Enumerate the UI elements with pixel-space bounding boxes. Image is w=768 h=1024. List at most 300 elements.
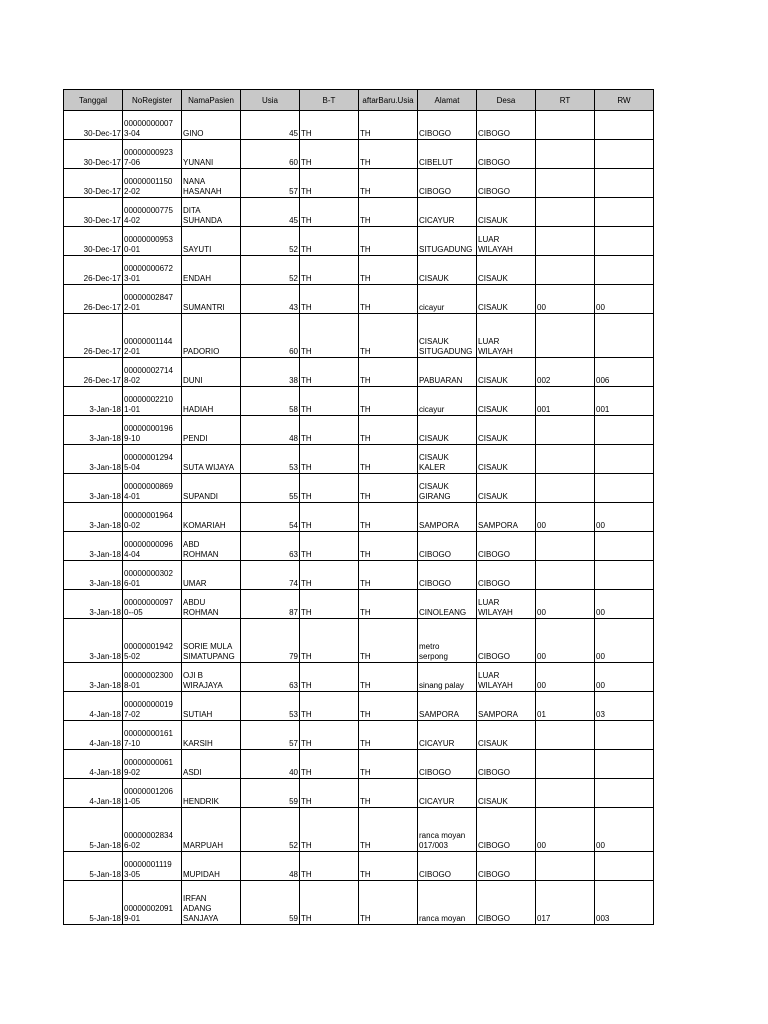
cell-rw[interactable] <box>595 532 654 561</box>
cell-bt[interactable]: TH <box>300 445 359 474</box>
cell-usia[interactable]: 60 <box>241 314 300 358</box>
cell-rw[interactable]: 003 <box>595 881 654 925</box>
cell-tanggal[interactable]: 30-Dec-17 <box>64 198 123 227</box>
cell-desa[interactable]: SAMPORA <box>477 692 536 721</box>
cell-alamat[interactable]: CICAYUR <box>418 779 477 808</box>
cell-bt[interactable]: TH <box>300 881 359 925</box>
cell-usia[interactable]: 45 <box>241 198 300 227</box>
table-row <box>64 285 654 314</box>
cell-usia[interactable]: 40 <box>241 750 300 779</box>
cell-rw[interactable] <box>595 445 654 474</box>
cell-bt[interactable]: TH <box>300 227 359 256</box>
cell-alamat[interactable]: CIBELUT <box>418 140 477 169</box>
cell-bt[interactable]: TH <box>300 692 359 721</box>
cell-desa[interactable]: CIBOGO <box>477 169 536 198</box>
col-header-usia[interactable]: Usia <box>241 90 300 111</box>
cell-daftarbaru-usia[interactable]: TH <box>359 169 418 198</box>
cell-namapasien[interactable]: YUNANI <box>182 140 241 169</box>
cell-rw[interactable] <box>595 852 654 881</box>
cell-rw[interactable] <box>595 416 654 445</box>
cell-namapasien[interactable]: SUTA WIJAYA <box>182 445 241 474</box>
cell-noregister[interactable]: 00000000061 9-02 <box>123 750 182 779</box>
cell-usia[interactable]: 63 <box>241 532 300 561</box>
cell-alamat[interactable]: SAMPORA <box>418 503 477 532</box>
cell-usia[interactable]: 52 <box>241 256 300 285</box>
cell-rw[interactable]: 00 <box>595 503 654 532</box>
table-row <box>64 416 654 445</box>
table-row <box>64 721 654 750</box>
table-row <box>64 445 654 474</box>
cell-tanggal[interactable]: 3-Jan-18 <box>64 561 123 590</box>
cell-rt[interactable] <box>536 561 595 590</box>
cell-tanggal[interactable]: 3-Jan-18 <box>64 532 123 561</box>
cell-usia[interactable]: 57 <box>241 721 300 750</box>
cell-noregister[interactable]: 00000001119 3-05 <box>123 852 182 881</box>
cell-desa[interactable]: CISAUK <box>477 445 536 474</box>
cell-namapasien[interactable]: SORIE MULA SIMATUPANG <box>182 619 241 663</box>
cell-daftarbaru-usia[interactable]: TH <box>359 256 418 285</box>
cell-namapasien[interactable]: OJI B WIRAJAYA <box>182 663 241 692</box>
cell-daftarbaru-usia[interactable]: TH <box>359 285 418 314</box>
cell-alamat[interactable]: CINOLEANG <box>418 590 477 619</box>
cell-namapasien[interactable]: SUPANDI <box>182 474 241 503</box>
cell-noregister[interactable]: 00000000196 9-10 <box>123 416 182 445</box>
cell-rw[interactable]: 006 <box>595 358 654 387</box>
cell-rt[interactable] <box>536 750 595 779</box>
table-row <box>64 227 654 256</box>
cell-daftarbaru-usia[interactable]: TH <box>359 227 418 256</box>
col-header-daftarbaru-usia[interactable]: aftarBaru.Usia <box>359 90 418 111</box>
cell-tanggal[interactable]: 30-Dec-17 <box>64 140 123 169</box>
cell-tanggal[interactable]: 30-Dec-17 <box>64 169 123 198</box>
col-header-tanggal[interactable]: Tanggal <box>64 90 123 111</box>
cell-alamat[interactable]: CIBOGO <box>418 532 477 561</box>
cell-desa[interactable]: CISAUK <box>477 416 536 445</box>
table-row <box>64 140 654 169</box>
cell-alamat[interactable]: CISAUK KALER <box>418 445 477 474</box>
cell-bt[interactable]: TH <box>300 503 359 532</box>
cell-bt[interactable]: TH <box>300 779 359 808</box>
patient-register-table <box>63 89 654 925</box>
cell-tanggal[interactable]: 3-Jan-18 <box>64 387 123 416</box>
cell-desa[interactable]: CIBOGO <box>477 619 536 663</box>
cell-rt[interactable]: 00 <box>536 590 595 619</box>
cell-desa[interactable]: CISAUK <box>477 474 536 503</box>
cell-namapasien[interactable]: NANA HASANAH <box>182 169 241 198</box>
table-row <box>64 779 654 808</box>
cell-tanggal[interactable]: 26-Dec-17 <box>64 314 123 358</box>
cell-bt[interactable]: TH <box>300 750 359 779</box>
cell-daftarbaru-usia[interactable]: TH <box>359 314 418 358</box>
cell-daftarbaru-usia[interactable]: TH <box>359 198 418 227</box>
table-row <box>64 619 654 663</box>
cell-rw[interactable] <box>595 111 654 140</box>
cell-alamat[interactable]: CISAUK <box>418 416 477 445</box>
table-row <box>64 750 654 779</box>
cell-daftarbaru-usia[interactable]: TH <box>359 416 418 445</box>
cell-bt[interactable]: TH <box>300 111 359 140</box>
spreadsheet <box>63 89 654 925</box>
cell-alamat[interactable]: ranca moyan <box>418 881 477 925</box>
cell-tanggal[interactable]: 3-Jan-18 <box>64 663 123 692</box>
cell-tanggal[interactable]: 3-Jan-18 <box>64 619 123 663</box>
cell-usia[interactable]: 53 <box>241 445 300 474</box>
cell-rw[interactable]: 03 <box>595 692 654 721</box>
cell-bt[interactable]: TH <box>300 169 359 198</box>
cell-rt[interactable]: 002 <box>536 358 595 387</box>
cell-noregister[interactable]: 00000002834 6-02 <box>123 808 182 852</box>
cell-rt[interactable] <box>536 256 595 285</box>
col-header-namapasien[interactable]: NamaPasien <box>182 90 241 111</box>
cell-tanggal[interactable]: 4-Jan-18 <box>64 692 123 721</box>
cell-desa[interactable]: CIBOGO <box>477 561 536 590</box>
cell-usia[interactable]: 60 <box>241 140 300 169</box>
table-row <box>64 503 654 532</box>
cell-alamat[interactable]: CICAYUR <box>418 721 477 750</box>
cell-bt[interactable]: TH <box>300 416 359 445</box>
cell-desa[interactable]: CIBOGO <box>477 808 536 852</box>
cell-tanggal[interactable]: 26-Dec-17 <box>64 285 123 314</box>
cell-namapasien[interactable]: PENDI <box>182 416 241 445</box>
cell-usia[interactable]: 43 <box>241 285 300 314</box>
cell-noregister[interactable]: 00000000096 4-04 <box>123 532 182 561</box>
cell-desa[interactable]: SAMPORA <box>477 503 536 532</box>
cell-rw[interactable]: 001 <box>595 387 654 416</box>
cell-bt[interactable]: TH <box>300 140 359 169</box>
table-row <box>64 590 654 619</box>
cell-daftarbaru-usia[interactable]: TH <box>359 590 418 619</box>
cell-bt[interactable]: TH <box>300 256 359 285</box>
cell-tanggal[interactable]: 4-Jan-18 <box>64 750 123 779</box>
cell-daftarbaru-usia[interactable]: TH <box>359 445 418 474</box>
cell-daftarbaru-usia[interactable]: TH <box>359 619 418 663</box>
cell-noregister[interactable]: 00000001206 1-05 <box>123 779 182 808</box>
cell-desa[interactable]: CIBOGO <box>477 140 536 169</box>
cell-namapasien[interactable]: ABD ROHMAN <box>182 532 241 561</box>
cell-rw[interactable]: 00 <box>595 285 654 314</box>
cell-desa[interactable]: CISAUK <box>477 358 536 387</box>
cell-daftarbaru-usia[interactable]: TH <box>359 881 418 925</box>
cell-rt[interactable]: 001 <box>536 387 595 416</box>
cell-tanggal[interactable]: 26-Dec-17 <box>64 358 123 387</box>
cell-usia[interactable]: 59 <box>241 779 300 808</box>
cell-namapasien[interactable]: ENDAH <box>182 256 241 285</box>
cell-desa[interactable]: CIBOGO <box>477 881 536 925</box>
cell-usia[interactable]: 59 <box>241 881 300 925</box>
cell-namapasien[interactable]: MUPIDAH <box>182 852 241 881</box>
cell-bt[interactable]: TH <box>300 590 359 619</box>
cell-daftarbaru-usia[interactable]: TH <box>359 503 418 532</box>
cell-usia[interactable]: 52 <box>241 227 300 256</box>
table-row <box>64 532 654 561</box>
cell-tanggal[interactable]: 26-Dec-17 <box>64 256 123 285</box>
cell-noregister[interactable]: 00000002091 9-01 <box>123 881 182 925</box>
cell-rt[interactable] <box>536 111 595 140</box>
cell-bt[interactable]: TH <box>300 198 359 227</box>
cell-namapasien[interactable]: SAYUTI <box>182 227 241 256</box>
cell-namapasien[interactable]: DITA SUHANDA <box>182 198 241 227</box>
cell-bt[interactable]: TH <box>300 387 359 416</box>
cell-rt[interactable] <box>536 169 595 198</box>
cell-noregister[interactable]: 00000000672 3-01 <box>123 256 182 285</box>
cell-bt[interactable]: TH <box>300 808 359 852</box>
cell-desa[interactable]: LUAR WILAYAH <box>477 590 536 619</box>
cell-noregister[interactable]: 00000002300 8-01 <box>123 663 182 692</box>
cell-alamat[interactable]: CICAYUR <box>418 198 477 227</box>
cell-rt[interactable]: 017 <box>536 881 595 925</box>
cell-rt[interactable] <box>536 140 595 169</box>
cell-noregister[interactable]: 00000000161 7-10 <box>123 721 182 750</box>
cell-tanggal[interactable]: 3-Jan-18 <box>64 416 123 445</box>
cell-rw[interactable] <box>595 314 654 358</box>
table-row <box>64 256 654 285</box>
cell-alamat[interactable]: CIBOGO <box>418 561 477 590</box>
table-body <box>64 111 654 925</box>
cell-rw[interactable] <box>595 474 654 503</box>
table-row <box>64 881 654 925</box>
cell-tanggal[interactable]: 5-Jan-18 <box>64 852 123 881</box>
cell-namapasien[interactable]: DUNI <box>182 358 241 387</box>
cell-noregister[interactable]: 00000000869 4-01 <box>123 474 182 503</box>
cell-tanggal[interactable]: 30-Dec-17 <box>64 111 123 140</box>
cell-desa[interactable]: CISAUK <box>477 387 536 416</box>
cell-rw[interactable] <box>595 140 654 169</box>
cell-noregister[interactable]: 00000001964 0-02 <box>123 503 182 532</box>
cell-alamat[interactable]: CIBOGO <box>418 111 477 140</box>
col-header-alamat[interactable]: Alamat <box>418 90 477 111</box>
col-header-noregister[interactable]: NoRegister <box>123 90 182 111</box>
header-row <box>64 90 654 111</box>
cell-daftarbaru-usia[interactable]: TH <box>359 358 418 387</box>
cell-noregister[interactable]: 00000001150 2-02 <box>123 169 182 198</box>
cell-rt[interactable] <box>536 227 595 256</box>
cell-bt[interactable]: TH <box>300 532 359 561</box>
cell-tanggal[interactable]: 3-Jan-18 <box>64 503 123 532</box>
cell-bt[interactable]: TH <box>300 314 359 358</box>
cell-noregister[interactable]: 00000001942 5-02 <box>123 619 182 663</box>
cell-namapasien[interactable]: HENDRIK <box>182 779 241 808</box>
cell-rt[interactable] <box>536 532 595 561</box>
cell-rt[interactable]: 00 <box>536 285 595 314</box>
cell-rt[interactable]: 00 <box>536 503 595 532</box>
cell-usia[interactable]: 52 <box>241 808 300 852</box>
cell-bt[interactable]: TH <box>300 285 359 314</box>
cell-rt[interactable]: 01 <box>536 692 595 721</box>
cell-alamat[interactable]: PABUARAN <box>418 358 477 387</box>
cell-usia[interactable]: 63 <box>241 663 300 692</box>
cell-daftarbaru-usia[interactable]: TH <box>359 692 418 721</box>
col-header-desa[interactable]: Desa <box>477 90 536 111</box>
cell-alamat[interactable]: cicayur <box>418 387 477 416</box>
cell-desa[interactable]: CIBOGO <box>477 111 536 140</box>
cell-desa[interactable]: CISAUK <box>477 198 536 227</box>
cell-desa[interactable]: CIBOGO <box>477 750 536 779</box>
cell-bt[interactable]: TH <box>300 852 359 881</box>
col-header-rw[interactable]: RW <box>595 90 654 111</box>
cell-desa[interactable]: CISAUK <box>477 256 536 285</box>
cell-usia[interactable]: 48 <box>241 416 300 445</box>
cell-rt[interactable] <box>536 779 595 808</box>
cell-alamat[interactable]: cicayur <box>418 285 477 314</box>
cell-namapasien[interactable]: UMAR <box>182 561 241 590</box>
cell-tanggal[interactable]: 30-Dec-17 <box>64 227 123 256</box>
cell-noregister[interactable]: 00000002210 1-01 <box>123 387 182 416</box>
cell-usia[interactable]: 55 <box>241 474 300 503</box>
cell-alamat[interactable]: CIBOGO <box>418 852 477 881</box>
cell-noregister[interactable]: 00000000302 6-01 <box>123 561 182 590</box>
cell-tanggal[interactable]: 5-Jan-18 <box>64 881 123 925</box>
cell-namapasien[interactable]: SUMANTRI <box>182 285 241 314</box>
cell-bt[interactable]: TH <box>300 474 359 503</box>
cell-noregister[interactable]: 00000001294 5-04 <box>123 445 182 474</box>
cell-usia[interactable]: 54 <box>241 503 300 532</box>
cell-rw[interactable] <box>595 779 654 808</box>
table-row <box>64 852 654 881</box>
cell-tanggal[interactable]: 3-Jan-18 <box>64 590 123 619</box>
cell-usia[interactable]: 74 <box>241 561 300 590</box>
cell-rw[interactable]: 00 <box>595 590 654 619</box>
cell-alamat[interactable]: CIBOGO <box>418 750 477 779</box>
cell-daftarbaru-usia[interactable]: TH <box>359 750 418 779</box>
cell-daftarbaru-usia[interactable]: TH <box>359 387 418 416</box>
cell-noregister[interactable]: 00000000775 4-02 <box>123 198 182 227</box>
table-row <box>64 663 654 692</box>
cell-alamat[interactable]: CIBOGO <box>418 169 477 198</box>
cell-usia[interactable]: 48 <box>241 852 300 881</box>
cell-rt[interactable] <box>536 852 595 881</box>
cell-noregister[interactable]: 00000001144 2-01 <box>123 314 182 358</box>
cell-daftarbaru-usia[interactable]: TH <box>359 474 418 503</box>
cell-alamat[interactable]: sinang palay <box>418 663 477 692</box>
cell-namapasien[interactable]: SUTIAH <box>182 692 241 721</box>
cell-alamat[interactable]: CISAUK SITUGADUNG <box>418 314 477 358</box>
cell-alamat[interactable]: CISAUK GIRANG <box>418 474 477 503</box>
cell-namapasien[interactable]: HADIAH <box>182 387 241 416</box>
cell-rt[interactable] <box>536 314 595 358</box>
cell-bt[interactable]: TH <box>300 358 359 387</box>
cell-daftarbaru-usia[interactable]: TH <box>359 721 418 750</box>
cell-rw[interactable] <box>595 561 654 590</box>
cell-rw[interactable] <box>595 750 654 779</box>
table-row <box>64 808 654 852</box>
cell-rw[interactable]: 00 <box>595 808 654 852</box>
cell-namapasien[interactable]: ASDI <box>182 750 241 779</box>
cell-desa[interactable]: CISAUK <box>477 779 536 808</box>
table-row <box>64 387 654 416</box>
table-row <box>64 314 654 358</box>
table-row <box>64 358 654 387</box>
cell-daftarbaru-usia[interactable]: TH <box>359 808 418 852</box>
cell-desa[interactable]: CIBOGO <box>477 532 536 561</box>
cell-desa[interactable]: CIBOGO <box>477 852 536 881</box>
cell-bt[interactable]: TH <box>300 663 359 692</box>
cell-tanggal[interactable]: 3-Jan-18 <box>64 474 123 503</box>
cell-alamat[interactable]: SITUGADUNG <box>418 227 477 256</box>
cell-noregister[interactable]: 00000002847 2-01 <box>123 285 182 314</box>
cell-desa[interactable]: LUAR WILAYAH <box>477 227 536 256</box>
table-row <box>64 474 654 503</box>
cell-rw[interactable] <box>595 256 654 285</box>
cell-rw[interactable]: 00 <box>595 663 654 692</box>
cell-daftarbaru-usia[interactable]: TH <box>359 532 418 561</box>
cell-daftarbaru-usia[interactable]: TH <box>359 111 418 140</box>
col-header-bt[interactable]: B-T <box>300 90 359 111</box>
cell-usia[interactable]: 87 <box>241 590 300 619</box>
cell-namapasien[interactable]: KOMARIAH <box>182 503 241 532</box>
table-row <box>64 169 654 198</box>
cell-bt[interactable]: TH <box>300 561 359 590</box>
cell-rw[interactable] <box>595 227 654 256</box>
cell-desa[interactable]: CISAUK <box>477 721 536 750</box>
cell-namapasien[interactable]: KARSIH <box>182 721 241 750</box>
cell-alamat[interactable]: metro serpong <box>418 619 477 663</box>
cell-desa[interactable]: CISAUK <box>477 285 536 314</box>
cell-rt[interactable] <box>536 445 595 474</box>
cell-desa[interactable]: LUAR WILAYAH <box>477 663 536 692</box>
table-row <box>64 561 654 590</box>
cell-rw[interactable] <box>595 721 654 750</box>
cell-rt[interactable]: 00 <box>536 619 595 663</box>
cell-noregister[interactable]: 00000000953 0-01 <box>123 227 182 256</box>
col-header-rt[interactable]: RT <box>536 90 595 111</box>
cell-namapasien[interactable]: GINO <box>182 111 241 140</box>
cell-tanggal[interactable]: 4-Jan-18 <box>64 779 123 808</box>
cell-rw[interactable] <box>595 198 654 227</box>
cell-tanggal[interactable]: 4-Jan-18 <box>64 721 123 750</box>
cell-usia[interactable]: 79 <box>241 619 300 663</box>
cell-namapasien[interactable]: MARPUAH <box>182 808 241 852</box>
cell-noregister[interactable]: 00000000007 3-04 <box>123 111 182 140</box>
table-row <box>64 111 654 140</box>
cell-tanggal[interactable]: 3-Jan-18 <box>64 445 123 474</box>
cell-daftarbaru-usia[interactable]: TH <box>359 140 418 169</box>
cell-bt[interactable]: TH <box>300 619 359 663</box>
cell-noregister[interactable]: 00000000923 7-06 <box>123 140 182 169</box>
cell-rw[interactable] <box>595 169 654 198</box>
cell-alamat[interactable]: ranca moyan 017/003 <box>418 808 477 852</box>
table-row <box>64 198 654 227</box>
cell-daftarbaru-usia[interactable]: TH <box>359 779 418 808</box>
cell-noregister[interactable]: 00000000097 0--05 <box>123 590 182 619</box>
cell-rt[interactable] <box>536 198 595 227</box>
table-row <box>64 692 654 721</box>
cell-rw[interactable]: 00 <box>595 619 654 663</box>
cell-namapasien[interactable]: ABDU ROHMAN <box>182 590 241 619</box>
cell-daftarbaru-usia[interactable]: TH <box>359 852 418 881</box>
cell-rt[interactable] <box>536 721 595 750</box>
cell-usia[interactable]: 57 <box>241 169 300 198</box>
cell-namapasien[interactable]: PADORIO <box>182 314 241 358</box>
cell-rt[interactable] <box>536 416 595 445</box>
cell-alamat[interactable]: CISAUK <box>418 256 477 285</box>
cell-noregister[interactable]: 00000002714 8-02 <box>123 358 182 387</box>
cell-daftarbaru-usia[interactable]: TH <box>359 663 418 692</box>
cell-rt[interactable]: 00 <box>536 663 595 692</box>
cell-tanggal[interactable]: 5-Jan-18 <box>64 808 123 852</box>
cell-noregister[interactable]: 00000000019 7-02 <box>123 692 182 721</box>
cell-bt[interactable]: TH <box>300 721 359 750</box>
cell-usia[interactable]: 53 <box>241 692 300 721</box>
cell-rt[interactable] <box>536 474 595 503</box>
cell-desa[interactable]: LUAR WILAYAH <box>477 314 536 358</box>
cell-usia[interactable]: 45 <box>241 111 300 140</box>
cell-namapasien[interactable]: IRFAN ADANG SANJAYA <box>182 881 241 925</box>
cell-rt[interactable]: 00 <box>536 808 595 852</box>
cell-alamat[interactable]: SAMPORA <box>418 692 477 721</box>
cell-usia[interactable]: 58 <box>241 387 300 416</box>
cell-usia[interactable]: 38 <box>241 358 300 387</box>
cell-daftarbaru-usia[interactable]: TH <box>359 561 418 590</box>
